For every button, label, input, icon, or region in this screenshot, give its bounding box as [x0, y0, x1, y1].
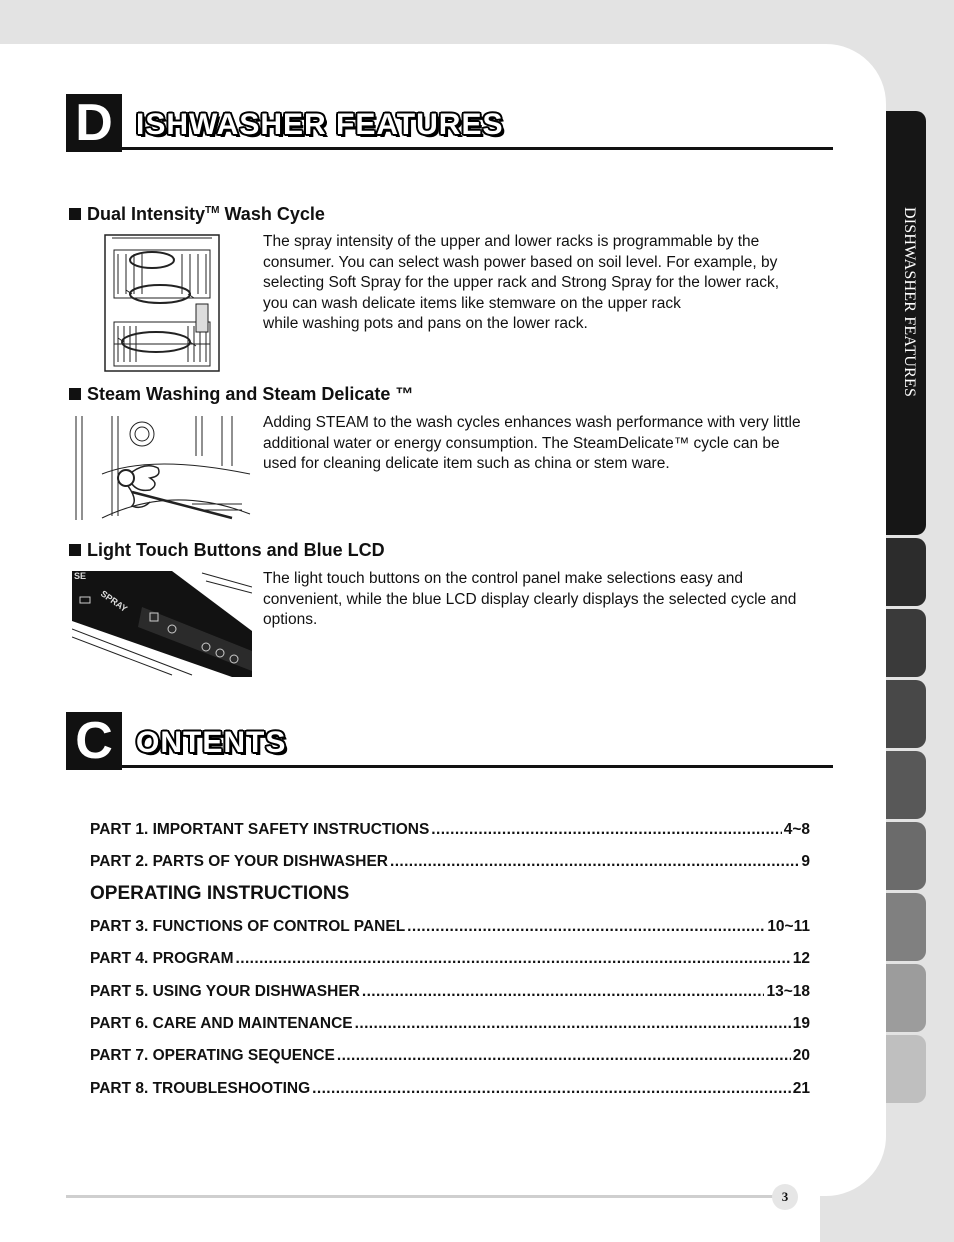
bullet-square-icon [69, 544, 81, 556]
bullet-square-icon [69, 388, 81, 400]
heading-rule [122, 147, 833, 150]
feature-title-dual-intensity: Dual Intensity™ Wash Cycle [69, 204, 325, 225]
toc-entry-part1[interactable]: PART 1. IMPORTANT SAFETY INSTRUCTIONS ..... 4~8 [90, 821, 810, 839]
toc-entry-part6[interactable]: PART 6. CARE AND MAINTENANCE ..... 19 [90, 1015, 810, 1033]
svg-text:SPRAY: SPRAY [98, 588, 130, 614]
side-tab-9[interactable] [886, 1035, 926, 1103]
bullet-square-icon [69, 208, 81, 220]
heading-text: ISHWASHER FEATURES [136, 108, 504, 141]
page-number: 3 [772, 1184, 798, 1210]
feature-title-light-touch: Light Touch Buttons and Blue LCD [69, 540, 385, 561]
side-tab-6[interactable] [886, 822, 926, 890]
toc-entry-part7[interactable]: PART 7. OPERATING SEQUENCE ..... 20 [90, 1047, 810, 1065]
toc-entry-part3[interactable]: PART 3. FUNCTIONS OF CONTROL PANEL ..... 10~11 [90, 918, 810, 936]
feature-title-steam: Steam Washing and Steam Delicate ™ [69, 384, 413, 405]
toc-entry-part8[interactable]: PART 8. TROUBLESHOOTING ..... 21 [90, 1080, 810, 1098]
side-tab-8[interactable] [886, 964, 926, 1032]
dishwasher-racks-illustration [104, 234, 220, 372]
feature-body-light-touch: The light touch buttons on the control panel make selections easy and convenient, while the blue LCD display clearly displays the selected cycle and options. [263, 570, 797, 629]
side-tab-label: DISHWASHER FEATURES [901, 207, 918, 398]
svg-text:SE: SE [74, 571, 87, 581]
toc-subheading: OPERATING INSTRUCTIONS [90, 883, 350, 904]
heading-initial: C [66, 712, 122, 770]
toc-entry-part4[interactable]: PART 4. PROGRAM ..... 12 [90, 950, 810, 968]
feature-body-steam: Adding STEAM to the wash cycles enhances wash performance with very little additional water or energy consumption. The SteamDelicate™ cycle can be used for cleaning delicate item such as china or stem ware. [263, 414, 801, 473]
side-tab-2[interactable] [886, 538, 926, 606]
side-tab-7[interactable] [886, 893, 926, 961]
toc-entry-part2[interactable]: PART 2. PARTS OF YOUR DISHWASHER ..... 9 [90, 853, 810, 871]
feature-body-dual-intensity: The spray intensity of the upper and lower racks is programmable by the consumer. You can select wash power based on soil level. For example, by selecting Soft Spray for the upper rack and Strong Spray for the lower rack, you can wash delicate items like stemware on the upper rack while washing pots and pans on the lower rack. [263, 233, 780, 333]
steam-nozzle-illustration [72, 414, 252, 522]
heading-initial: D [66, 94, 122, 152]
control-panel-illustration [72, 571, 252, 677]
side-tab-3[interactable] [886, 609, 926, 677]
side-tab-5[interactable] [886, 751, 926, 819]
heading-rule [122, 765, 833, 768]
heading-text: ONTENTS [136, 726, 287, 759]
side-tab-4[interactable] [886, 680, 926, 748]
toc-entry-part5[interactable]: PART 5. USING YOUR DISHWASHER ..... 13~18 [90, 983, 810, 1001]
footer-rule [66, 1195, 776, 1198]
